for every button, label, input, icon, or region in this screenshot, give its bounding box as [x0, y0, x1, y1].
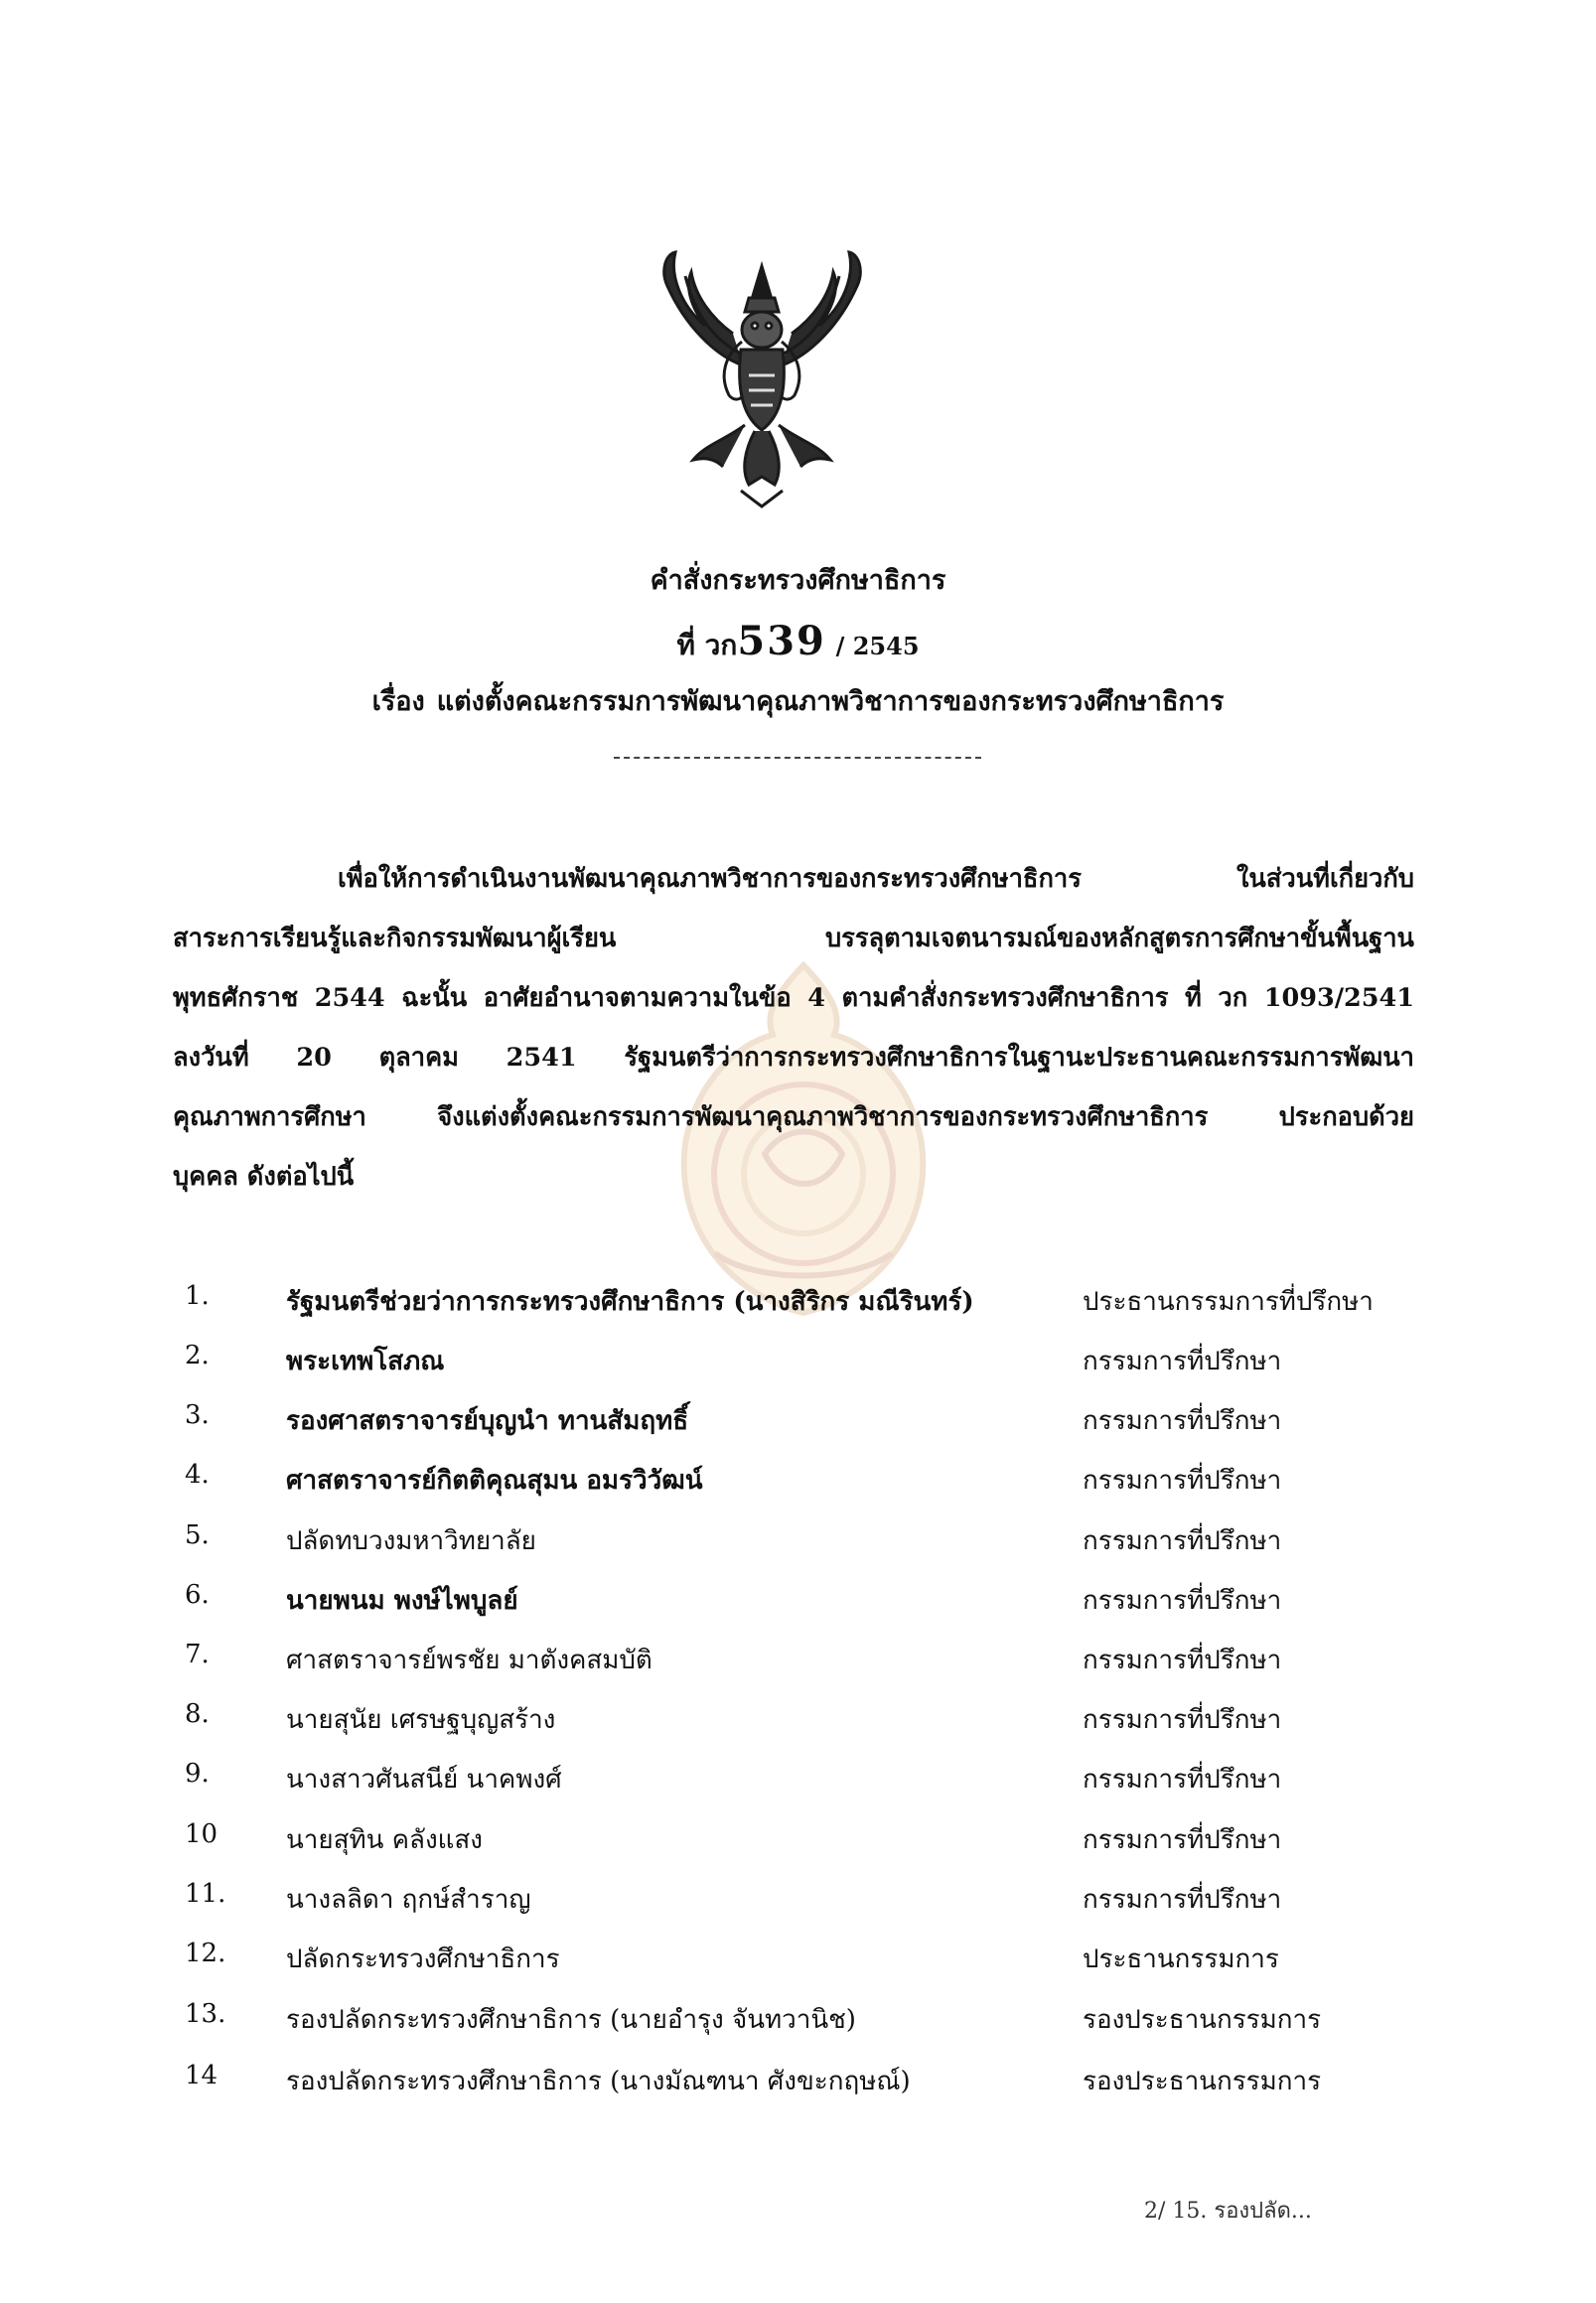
- body-line: เพื่อให้การดำเนินงานพัฒนาคุณภาพวิชาการของกระทรวงศึกษาธิการ ในส่วนที่เกี่ยวกับ: [338, 864, 1414, 894]
- member-number: 1.: [185, 1281, 210, 1311]
- member-role: กรรมการที่ปรึกษา: [1083, 1765, 1282, 1795]
- member-role: ประธานกรรมการที่ปรึกษา: [1083, 1287, 1374, 1317]
- member-role: กรรมการที่ปรึกษา: [1083, 1885, 1282, 1915]
- subject-text: แต่งตั้งคณะกรรมการพัฒนาคุณภาพวิชาการของกระทรวงศึกษาธิการ: [436, 686, 1225, 717]
- member-role: กรรมการที่ปรึกษา: [1083, 1825, 1282, 1855]
- body-line: ลงวันที่ 20 ตุลาคม 2541 รัฐมนตรีว่าการกระทรวงศึกษาธิการในฐานะประธานคณะกรรมการพัฒนา: [173, 1043, 1414, 1073]
- member-number: 8.: [185, 1699, 210, 1729]
- member-name: ปลัดกระทรวงศึกษาธิการ: [286, 1944, 560, 1974]
- member-role: รองประธานกรรมการ: [1083, 2067, 1322, 2096]
- member-name: พระเทพโสภณ: [286, 1347, 445, 1376]
- member-row: [0, 1640, 1596, 1679]
- member-role: รองประธานกรรมการ: [1083, 2005, 1322, 2035]
- continuation-note: 2/ 15. รองปลัด...: [1144, 2199, 1312, 2224]
- member-row: [0, 1400, 1596, 1440]
- body-line: พุทธศักราช 2544 ฉะนั้น อาศัยอำนาจตามความในข้อ 4 ตามคำสั่งกระทรวงศึกษาธิการ ที่ วก 1093/2541: [173, 983, 1414, 1013]
- member-name: นายสุทิน คลังแสง: [286, 1825, 483, 1855]
- member-role: ประธานกรรมการ: [1083, 1944, 1279, 1974]
- member-row: [0, 1999, 1596, 2039]
- member-name: นายพนม พงษ์ไพบูลย์: [286, 1586, 518, 1616]
- member-number: 10: [185, 1819, 218, 1849]
- member-row: [0, 1281, 1596, 1321]
- member-row: [0, 1939, 1596, 1978]
- member-name: รองปลัดกระทรวงศึกษาธิการ (นางมัณฑนา ศังขะกฤษณ์): [286, 2067, 911, 2096]
- body-line: บุคคล ดังต่อไปนี้: [173, 1162, 355, 1192]
- body-line: สาระการเรียนรู้และกิจกรรมพัฒนาผู้เรียน บรรลุตามเจตนารมณ์ของหลักสูตรการศึกษาขั้นพื้นฐาน: [173, 924, 1414, 953]
- member-row: [0, 1879, 1596, 1919]
- member-number: 12.: [185, 1939, 226, 1968]
- member-number: 6.: [185, 1580, 210, 1610]
- member-row: [0, 1520, 1596, 1560]
- member-row: [0, 2061, 1596, 2100]
- member-role: กรรมการที่ปรึกษา: [1083, 1586, 1282, 1616]
- member-name: นางสาวศันสนีย์ นาคพงศ์: [286, 1765, 562, 1795]
- member-row: [0, 1580, 1596, 1620]
- member-number: 5.: [185, 1520, 210, 1550]
- order-number-value: 539: [737, 618, 826, 664]
- member-role: กรรมการที่ปรึกษา: [1083, 1526, 1282, 1556]
- member-row: [0, 1341, 1596, 1380]
- header-divider: [614, 757, 981, 759]
- member-number: 9.: [185, 1759, 210, 1789]
- member-row: [0, 1759, 1596, 1799]
- member-name: ปลัดทบวงมหาวิทยาลัย: [286, 1526, 536, 1556]
- member-row: [0, 1819, 1596, 1859]
- member-number: 3.: [185, 1400, 210, 1430]
- member-number: 4.: [185, 1460, 210, 1490]
- member-row: [0, 1699, 1596, 1739]
- member-name: รองศาสตราจารย์บุญนำ ทานสัมฤทธิ์: [286, 1406, 689, 1436]
- member-name: รองปลัดกระทรวงศึกษาธิการ (นายอำรุง จันทวานิช): [286, 2005, 856, 2035]
- member-role: กรรมการที่ปรึกษา: [1083, 1406, 1282, 1436]
- subject-label: เรื่อง: [371, 686, 425, 717]
- order-title: คำสั่งกระทรวงศึกษาธิการ: [650, 565, 946, 596]
- member-number: 7.: [185, 1640, 210, 1669]
- member-number: 13.: [185, 1999, 226, 2029]
- member-name: นายสุนัย เศรษฐบุญสร้าง: [286, 1705, 556, 1735]
- member-name: รัฐมนตรีช่วยว่าการกระทรวงศึกษาธิการ (นางสิริกร มณีรินทร์): [286, 1287, 974, 1317]
- order-number-prefix: ที่ วก: [676, 629, 738, 661]
- member-role: กรรมการที่ปรึกษา: [1083, 1466, 1282, 1496]
- member-number: 2.: [185, 1341, 210, 1370]
- member-number: 14: [185, 2061, 218, 2090]
- order-year: / 2545: [835, 632, 920, 660]
- member-role: กรรมการที่ปรึกษา: [1083, 1347, 1282, 1376]
- garuda-emblem-icon: [646, 246, 879, 516]
- order-number: [0, 618, 1596, 667]
- member-role: กรรมการที่ปรึกษา: [1083, 1705, 1282, 1735]
- member-number: 11.: [185, 1879, 226, 1909]
- order-subject: [0, 679, 1596, 722]
- member-name: นางลลิดา ฤกษ์สำราญ: [286, 1885, 531, 1915]
- member-name: ศาสตราจารย์พรชัย มาตังคสมบัติ: [286, 1646, 653, 1675]
- member-row: [0, 1460, 1596, 1500]
- body-line: คุณภาพการศึกษา จึงแต่งตั้งคณะกรรมการพัฒนาคุณภาพวิชาการของกระทรวงศึกษาธิการ ประกอบด้วย: [173, 1102, 1414, 1132]
- member-name: ศาสตราจารย์กิตติคุณสุมน อมรวิวัฒน์: [286, 1466, 703, 1496]
- member-role: กรรมการที่ปรึกษา: [1083, 1646, 1282, 1675]
